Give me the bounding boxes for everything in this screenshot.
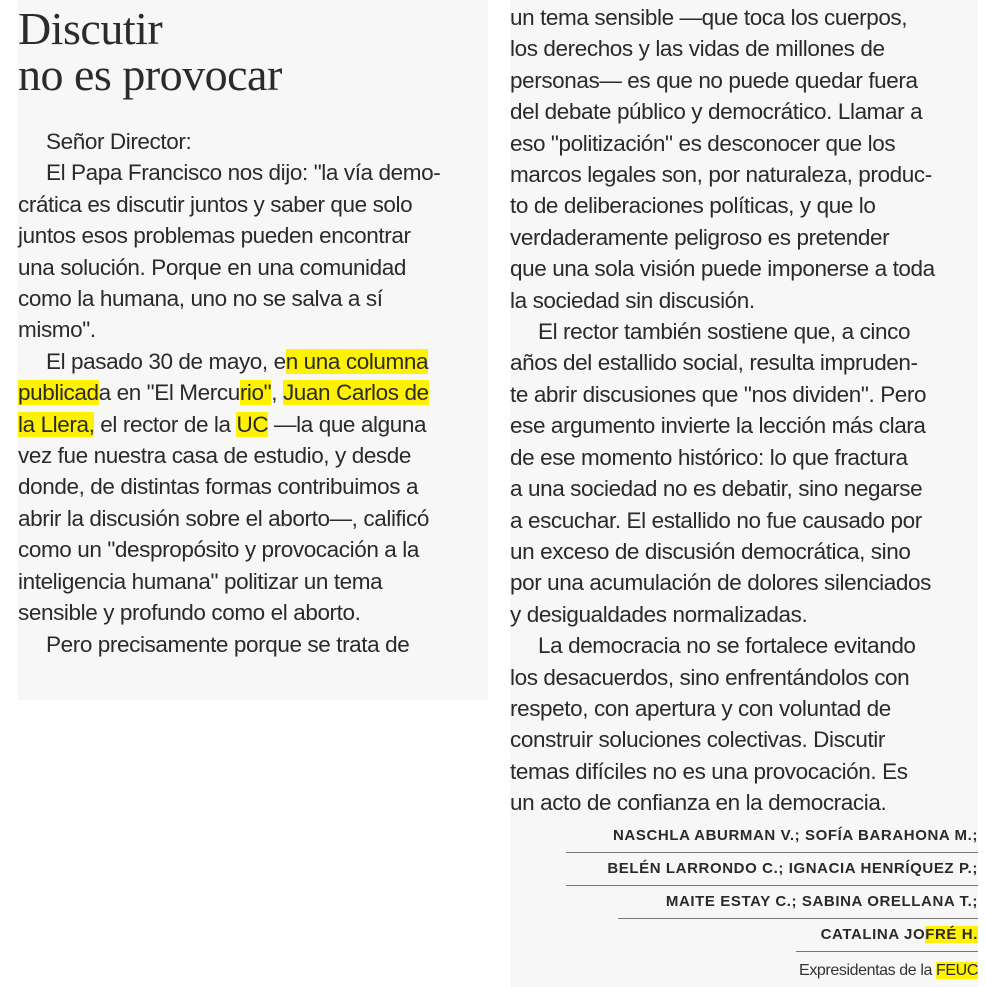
body-line: crática es discutir juntos y saber que solo bbox=[18, 191, 413, 217]
letter-left-column bbox=[18, 0, 488, 700]
text-run: a en "El Mercu bbox=[98, 380, 240, 406]
body-line: los derechos y las vidas de millones de bbox=[510, 36, 885, 62]
body-line: la sociedad sin discusión. bbox=[510, 287, 755, 313]
body-line: por una acumulación de dolores silenciados bbox=[510, 570, 931, 596]
highlight-mark: publicad bbox=[18, 380, 99, 406]
highlight-mark: UC bbox=[236, 411, 269, 437]
salutation: Señor Director: bbox=[46, 129, 192, 154]
text-run: , bbox=[271, 380, 283, 406]
body-line: un tema sensible —que toca los cuerpos, bbox=[510, 5, 908, 30]
body-line: construir soluciones colectivas. Discutir bbox=[510, 727, 885, 753]
body-line: marcos legales son, por naturaleza, produc- bbox=[510, 162, 932, 188]
signature-line bbox=[508, 919, 978, 951]
body-line: eso "politización" es desconocer que los bbox=[510, 130, 896, 156]
text-run: El pasado 30 de mayo, e bbox=[46, 348, 286, 374]
text-run: el rector de la bbox=[94, 411, 237, 437]
body-line: respeto, con apertura y con voluntad de bbox=[510, 695, 891, 721]
body-line: como la humana, uno no se salva a sí bbox=[18, 286, 383, 312]
text-run: CATALINA JO bbox=[820, 926, 926, 943]
signature-divider bbox=[796, 951, 978, 952]
body-line-highlighted bbox=[18, 377, 488, 408]
body-line: verdaderamente peligroso es pretender bbox=[510, 224, 890, 250]
body-line: El Papa Francisco nos dijo: "la vía demo- bbox=[46, 160, 441, 186]
body-line: un acto de confianza en la democracia. bbox=[510, 790, 887, 816]
body-line: abrir la discusión sobre el aborto—, calificó bbox=[18, 505, 429, 531]
body-line: como un "despropósito y provocación a la bbox=[18, 537, 419, 563]
highlight-mark: n una columna bbox=[285, 348, 429, 374]
headline-line-1: Discutir bbox=[18, 3, 163, 54]
body-line: mismo". bbox=[18, 317, 96, 343]
body-line: to de deliberaciones políticas, y que lo bbox=[510, 193, 876, 219]
body-line: sensible y profundo como el aborto. bbox=[18, 600, 361, 626]
headline-line-2: no es provocar bbox=[18, 49, 282, 100]
signature-block bbox=[508, 820, 978, 985]
body-line: inteligencia humana" politizar un tema bbox=[18, 568, 383, 594]
highlight-mark: la Llera, bbox=[18, 411, 95, 437]
text-run: Expresidentas de la bbox=[799, 962, 937, 979]
left-body bbox=[18, 126, 488, 660]
body-line: El rector también sostiene que, a cinco bbox=[538, 319, 911, 345]
body-line: a una sociedad no es debatir, sino negarse bbox=[510, 476, 923, 502]
text-run: —la que alguna bbox=[268, 411, 427, 437]
signature-line: NASCHLA ABURMAN V.; SOFÍA BARAHONA M.; bbox=[612, 827, 978, 844]
body-line: temas difíciles no es una provocación. Es bbox=[510, 758, 908, 784]
body-line: y desigualdades normalizadas. bbox=[510, 601, 808, 627]
body-line: los desacuerdos, sino enfrentándolos con bbox=[510, 664, 910, 690]
highlight-mark: FRÉ H. bbox=[925, 926, 978, 943]
signature-line: MAITE ESTAY C.; SABINA ORELLANA T.; bbox=[665, 893, 978, 910]
highlight-mark: Juan Carlos de bbox=[282, 380, 429, 406]
right-body bbox=[510, 2, 978, 819]
body-line: a escuchar. El estallido no fue causado por bbox=[510, 507, 922, 533]
body-line: donde, de distintas formas contribuimos a bbox=[18, 474, 419, 500]
signature-caption bbox=[799, 962, 978, 979]
body-line: juntos esos problemas pueden encontrar bbox=[18, 223, 411, 249]
body-line: vez fue nuestra casa de estudio, y desde bbox=[18, 443, 412, 469]
body-line: una solución. Porque en una comunidad bbox=[18, 254, 406, 280]
body-line: que una sola visión puede imponerse a toda bbox=[510, 256, 935, 282]
signature-line: BELÉN LARRONDO C.; IGNACIA HENRÍQUEZ P.; bbox=[607, 860, 978, 877]
body-line: un exceso de discusión democrática, sino bbox=[510, 538, 911, 564]
body-line: personas— es que no puede quedar fuera bbox=[510, 67, 918, 93]
body-line: ese argumento invierte la lección más clara bbox=[510, 413, 926, 439]
body-line: te abrir discusiones que "nos dividen". Pero bbox=[510, 381, 927, 407]
letter-right-column bbox=[510, 0, 978, 987]
body-line-highlighted bbox=[18, 346, 488, 377]
body-line-highlighted bbox=[18, 409, 488, 440]
highlight-mark: FEUC bbox=[936, 962, 978, 979]
body-line: de ese momento histórico: lo que fractura bbox=[510, 444, 908, 470]
body-line: del debate público y democrático. Llamar a bbox=[510, 99, 923, 125]
body-line: años del estallido social, resulta impruden- bbox=[510, 350, 918, 376]
body-line: La democracia no se fortalece evitando bbox=[538, 633, 916, 659]
letter-headline bbox=[18, 3, 488, 100]
body-line: Pero precisamente porque se trata de bbox=[46, 631, 410, 657]
highlight-mark: rio" bbox=[239, 380, 272, 406]
